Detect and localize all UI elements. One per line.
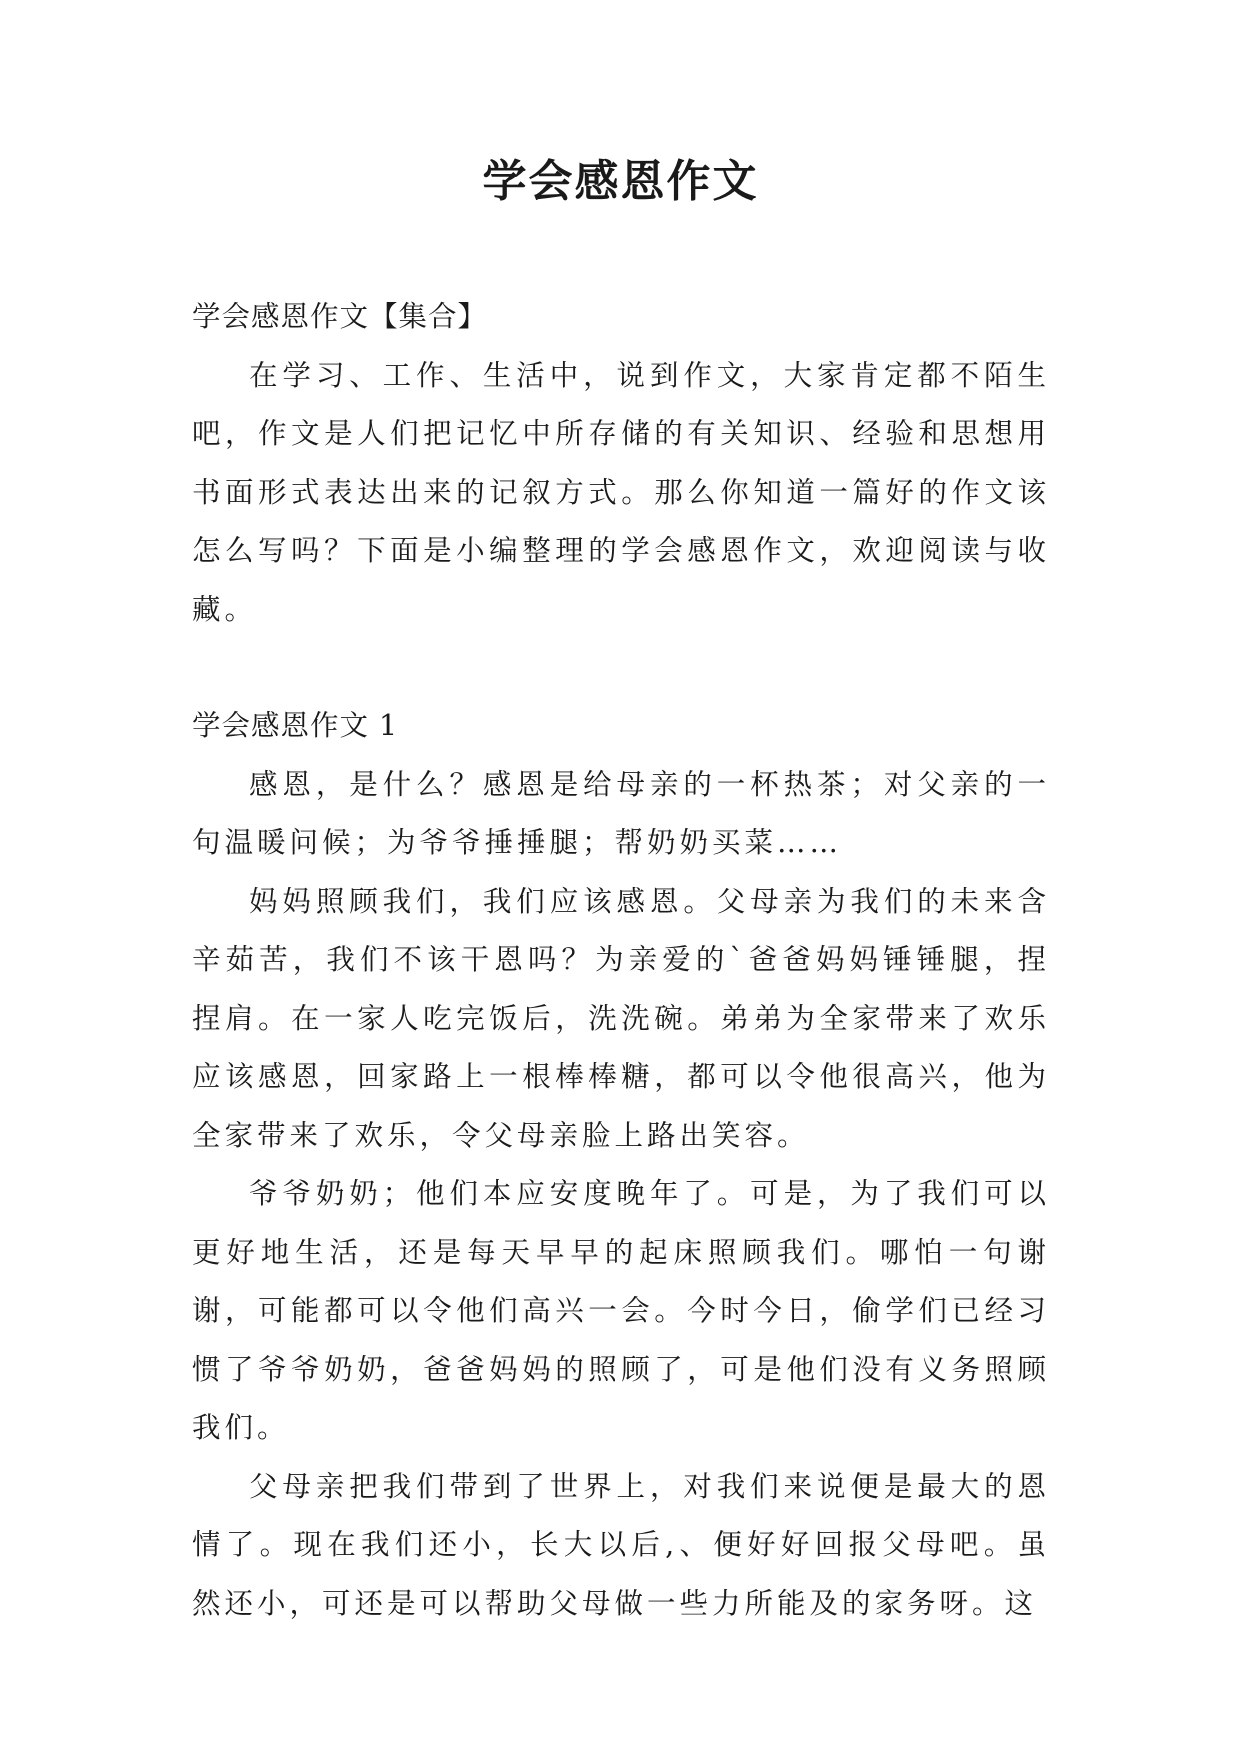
essay-paragraph-1: 感恩，是什么？感恩是给母亲的一杯热茶；对父亲的一句温暖问候；为爷爷捶捶腿；帮奶奶买菜…… xyxy=(192,767,1050,859)
essay-heading: 学会感恩作文 1 xyxy=(192,709,399,742)
intro-paragraph: 在学习、工作、生活中，说到作文，大家肯定都不陌生吧，作文是人们把记忆中所存储的有关知识、经验和思想用书面形式表达出来的记叙方式。那么你知道一篇好的作文该怎么写吗？下面是小编整理的学会感恩作文，欢迎阅读与收藏。 xyxy=(192,358,1050,626)
document-body xyxy=(192,288,1050,1633)
document-subtitle: 学会感恩作文【集合】 xyxy=(192,300,488,333)
essay-paragraph-3: 爷爷奶奶；他们本应安度晚年了。可是，为了我们可以更好地生活，还是每天早早的起床照顾我们。哪怕一句谢谢，可能都可以令他们高兴一会。今时今日，偷学们已经习惯了爷爷奶奶，爸爸妈妈的照顾了，可是他们没有义务照顾我们。 xyxy=(192,1177,1050,1444)
essay-paragraph-4: 父母亲把我们带到了世界上，对我们来说便是最大的恩情了。现在我们还小，长大以后,、便好好回报父母吧。虽然还小，可还是可以帮助父母做一些力所能及的家务呀。这 xyxy=(192,1469,1050,1620)
document-title: 学会感恩作文 xyxy=(482,156,759,207)
section-spacer xyxy=(192,639,1050,697)
essay-paragraph-2: 妈妈照顾我们，我们应该感恩。父母亲为我们的未来含辛茹苦，我们不该干恩吗？为亲爱的`爸爸妈妈锤锤腿，捏捏肩。在一家人吃完饭后，洗洗碗。弟弟为全家带来了欢乐应该感恩，回家路上一根棒棒糖，都可以令他很高兴，他为全家带来了欢乐，令父母亲脸上路出笑容。 xyxy=(192,884,1050,1152)
